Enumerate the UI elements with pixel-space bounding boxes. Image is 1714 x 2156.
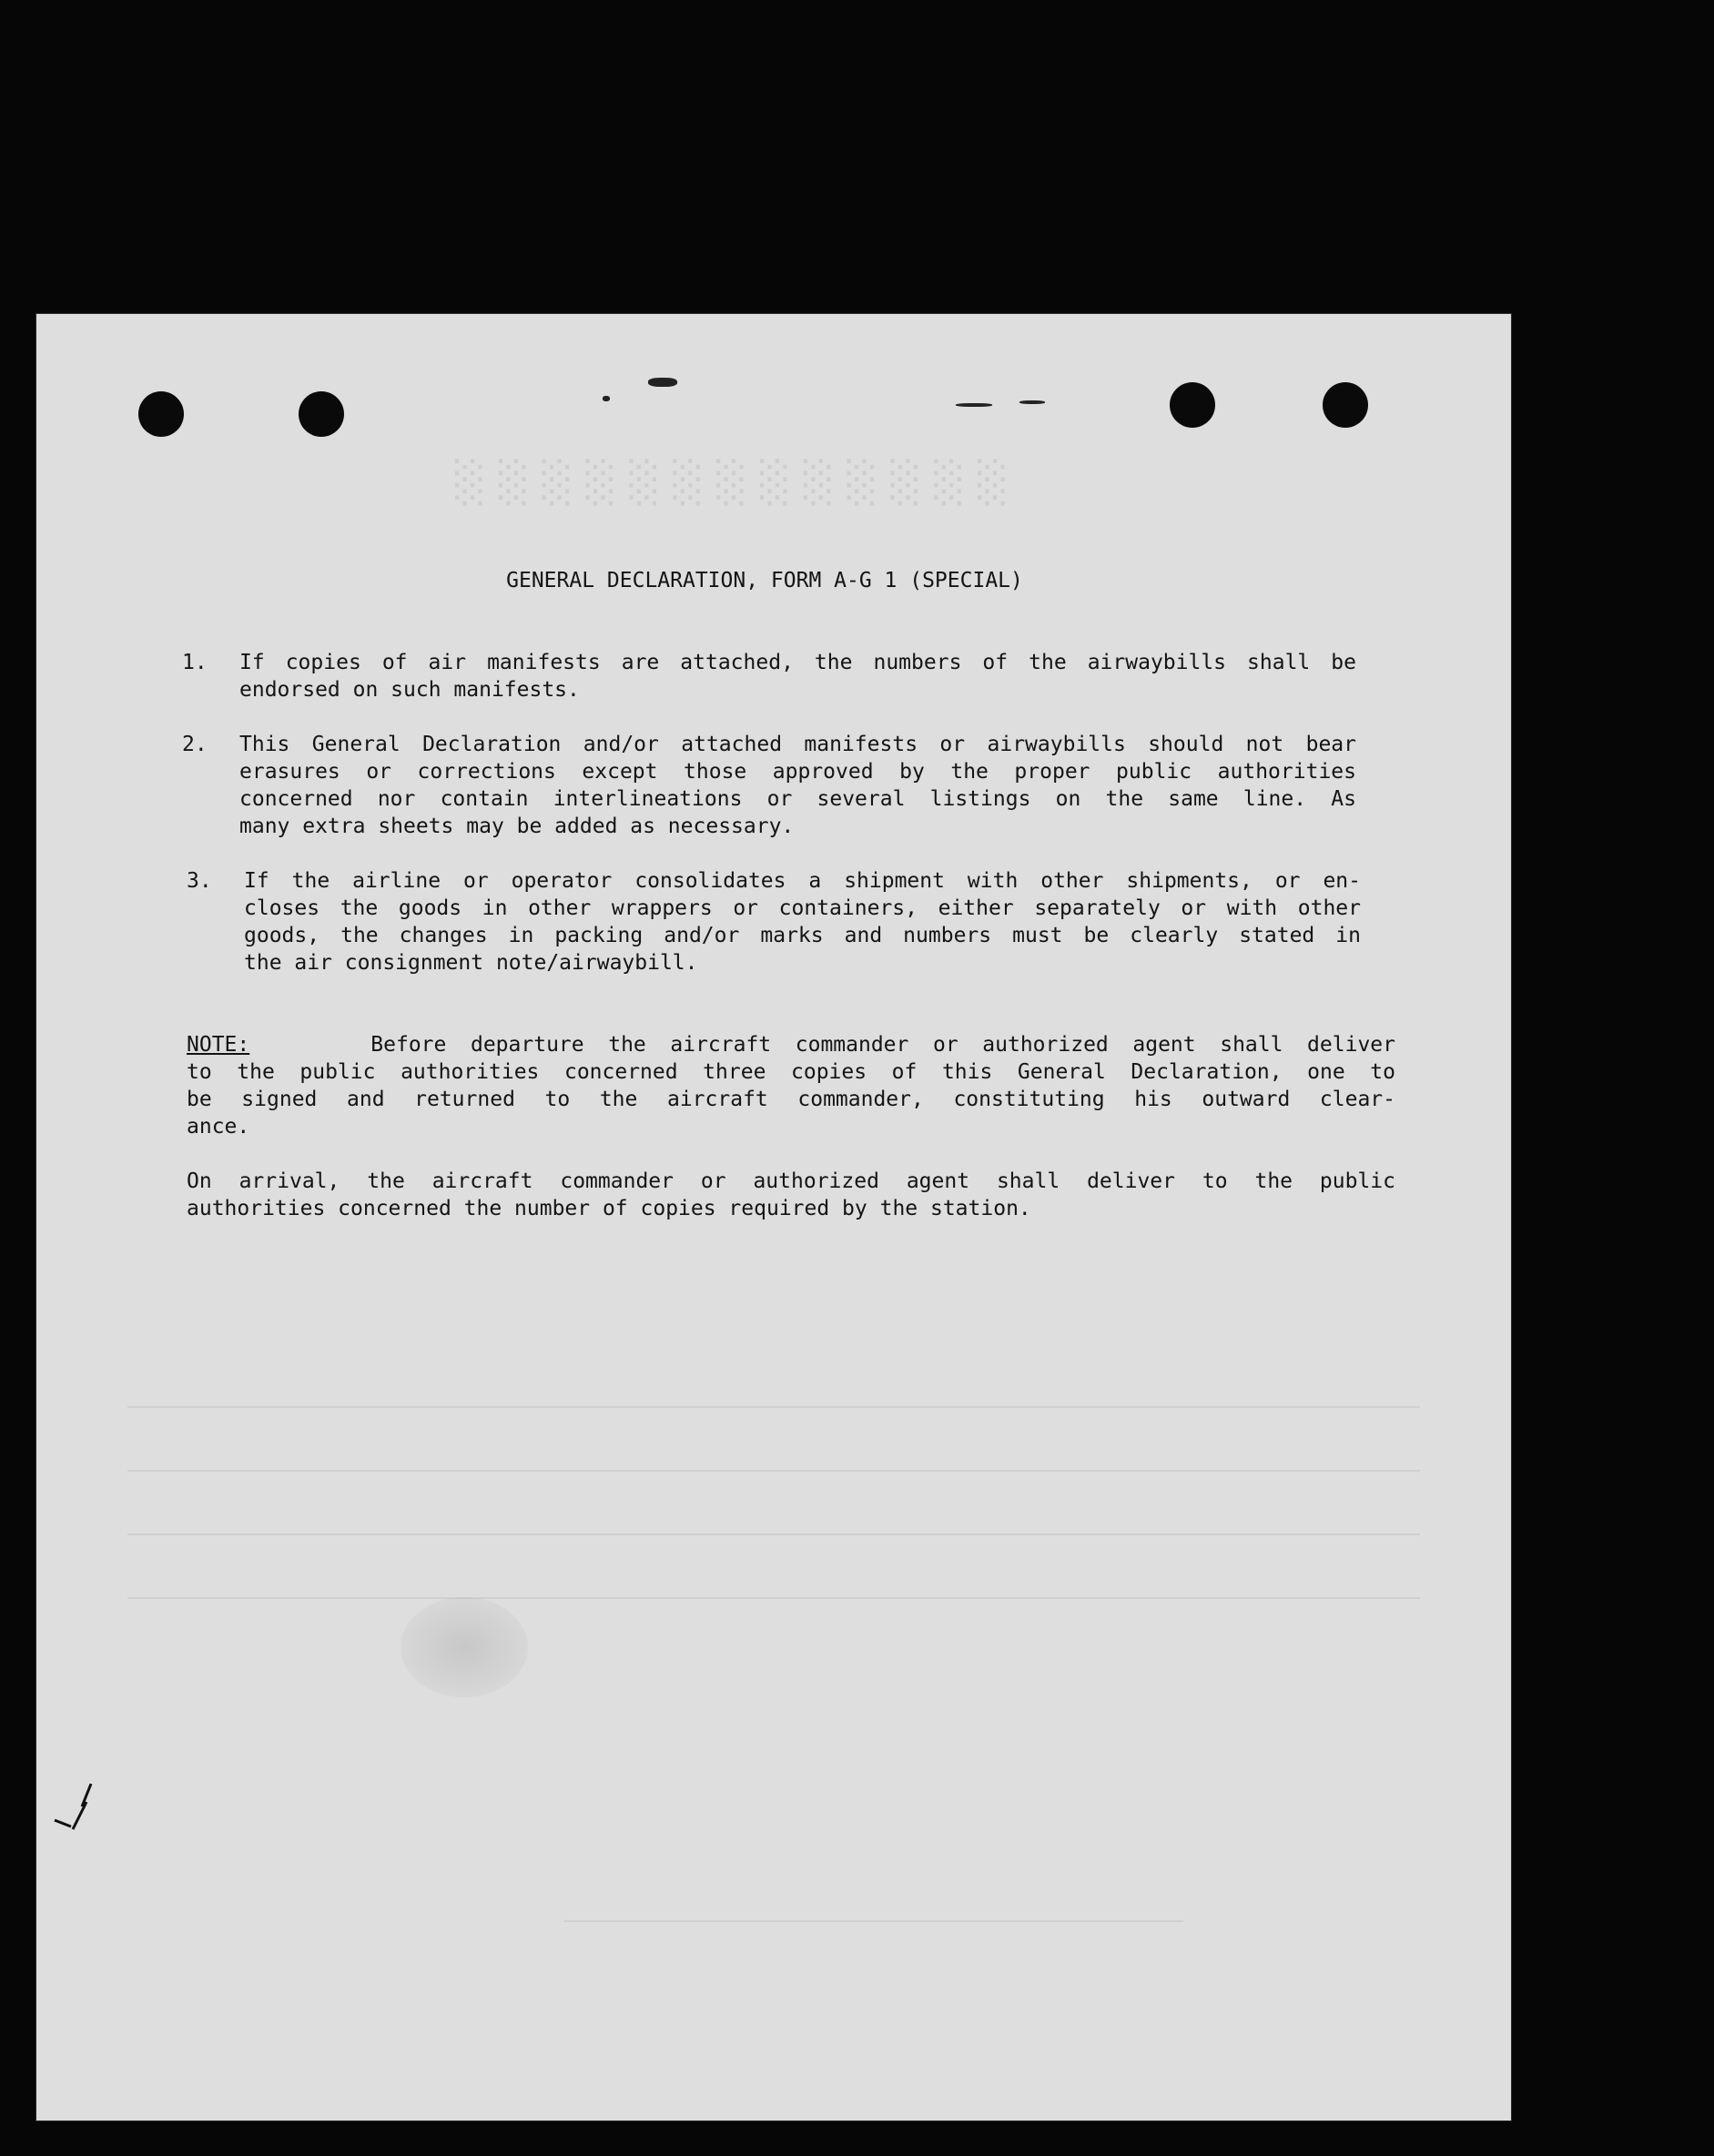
arrival-paragraph (187, 1168, 1395, 1222)
punch-hole-left-1 (138, 391, 184, 437)
scan-speck (648, 378, 677, 387)
item-line: concerned nor contain interlineations or several listings on the same line. As (239, 787, 1356, 811)
note-line: Before departure the aircraft commander or authorized agent shall deliver (370, 1033, 1395, 1057)
item-line: erasures or corrections except those approved by the proper public authorities (239, 760, 1356, 784)
item-line: endorsed on such manifests. (239, 678, 580, 702)
pen-mark (46, 1779, 100, 1852)
item-line: closes the goods in other wrappers or containers, either separately or with other (244, 896, 1361, 920)
punch-hole-right-2 (1323, 382, 1368, 428)
item-number: 3. (187, 869, 212, 893)
punch-hole-right-1 (1170, 382, 1215, 428)
item-text (239, 731, 1356, 840)
instruction-item-3 (187, 867, 1361, 977)
document-title: GENERAL DECLARATION, FORM A-G 1 (SPECIAL) (506, 569, 1023, 592)
bleed-through-line (127, 1533, 1420, 1535)
item-text (239, 649, 1356, 703)
item-line: If the airline or operator consolidates a shipment with other shipments, or en- (244, 869, 1361, 893)
item-text (244, 867, 1361, 977)
note-line: be signed and returned to the aircraft commander, constituting his outward clear- (187, 1088, 1395, 1111)
item-line: If copies of air manifests are attached, the numbers of the airwaybills shall be (239, 651, 1356, 674)
arrival-line: authorities concerned the number of copies required by the station. (187, 1197, 1031, 1220)
item-line: many extra sheets may be added as necessary. (239, 815, 795, 838)
scan-speck (1019, 400, 1045, 404)
scanned-page (36, 314, 1511, 2121)
item-number: 1. (182, 651, 208, 674)
note-label: NOTE: (187, 1033, 250, 1057)
scan-speck (956, 403, 992, 407)
instruction-item-1 (182, 649, 1356, 703)
bleed-through-line (127, 1406, 1420, 1408)
scan-speck (603, 396, 610, 401)
item-number: 2. (182, 733, 208, 756)
ink-smudge (401, 1597, 528, 1697)
punch-hole-left-2 (299, 391, 344, 437)
instruction-item-2 (182, 731, 1356, 840)
note-line: ance. (187, 1115, 250, 1139)
bleed-through-line (127, 1470, 1420, 1472)
note-first-line (187, 1031, 1395, 1058)
item-line: goods, the changes in packing and/or marks and numbers must be clearly stated in (244, 924, 1361, 947)
item-line: This General Declaration and/or attached manifests or airwaybills should not bear (239, 733, 1356, 756)
bleed-through-heading: ░░░░░░░░░░░░░ (455, 460, 1021, 506)
item-line: the air consignment note/airwaybill. (244, 951, 698, 975)
bleed-through-line (564, 1920, 1183, 1922)
arrival-line: On arrival, the aircraft commander or authorized agent shall deliver to the public (187, 1169, 1395, 1193)
bleed-through-line (127, 1597, 1420, 1599)
note-paragraph (187, 1031, 1395, 1140)
note-line: to the public authorities concerned three copies of this General Declaration, one to (187, 1060, 1395, 1084)
